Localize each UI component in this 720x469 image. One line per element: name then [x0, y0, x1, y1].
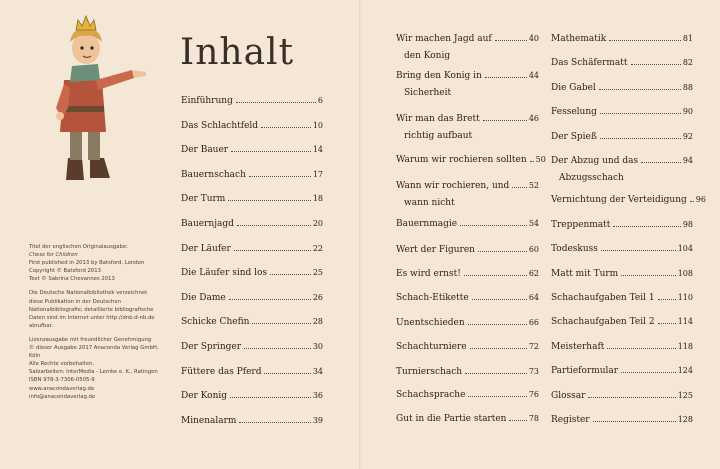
imprint-license	[29, 336, 169, 401]
toc-leader-dots	[485, 77, 527, 78]
toc-leader-dots	[631, 64, 681, 65]
toc-page-number: 66	[528, 318, 539, 327]
toc-entry	[181, 388, 323, 405]
toc-entry	[396, 266, 539, 283]
toc-entry	[181, 290, 323, 307]
toc-entry	[551, 55, 693, 72]
toc-page-number: 78	[528, 414, 539, 423]
toc-entry-title: Schachsprache	[396, 390, 466, 400]
imprint-line: Chess for Children	[29, 252, 78, 259]
imprint-line: abrufbar.	[29, 322, 53, 329]
toc-leader-dots	[690, 201, 694, 202]
toc-page-number: 76	[528, 390, 539, 399]
toc-leader-dots	[465, 373, 527, 374]
knight-illustration	[50, 8, 150, 184]
toc-entry-title: Bring den Konig in	[396, 71, 482, 81]
toc-page-number: 88	[682, 82, 693, 92]
toc-leader-dots	[252, 323, 310, 324]
toc-entry	[181, 93, 323, 110]
toc-entry	[181, 364, 323, 381]
toc-entry	[396, 290, 539, 307]
toc-entry-title: Der Läufer	[181, 243, 231, 254]
toc-leader-dots	[478, 251, 527, 252]
toc-page-number: 64	[528, 293, 539, 302]
toc-entry-title: Wir man das Brett	[396, 114, 480, 124]
imprint-line: diese Publikation in der Deutschen	[29, 298, 122, 305]
toc-page-number: 40	[528, 34, 539, 43]
toc-page-number: 36	[312, 391, 323, 401]
toc-entry-title: Fesselung	[551, 107, 597, 118]
toc-entry-title: Partieformular	[551, 366, 619, 377]
toc-leader-dots	[609, 40, 681, 41]
toc-entry-title: Treppenmatt	[551, 219, 611, 230]
page-title: Inhalt	[180, 32, 295, 73]
toc-leader-dots	[512, 187, 527, 188]
toc-entry-title: Das Schäfermatt	[551, 58, 628, 69]
toc-entry-title: Wir machen Jagd auf	[396, 34, 492, 44]
toc-leader-dots	[495, 40, 527, 41]
toc-leader-dots	[228, 200, 310, 201]
toc-page-number: 73	[528, 367, 539, 376]
toc-leader-dots	[600, 138, 681, 139]
toc-entry-title: Meisterhaft	[551, 341, 605, 352]
toc-entry	[396, 178, 539, 212]
toc-entry-title: Unentschieden	[396, 318, 465, 328]
toc-leader-dots	[593, 421, 676, 422]
toc-entry-title: Schicke Chefin	[181, 317, 250, 328]
toc-page-number: 46	[528, 114, 539, 123]
imprint-line: Daten sind im Internet unter http://dnb.d-nb.de	[29, 314, 155, 321]
toc-page-number: 50	[535, 155, 546, 164]
toc-entry-title-cont: richtig aufbaut	[404, 131, 473, 141]
toc-page-number: 81	[682, 34, 693, 43]
toc-entry	[181, 314, 323, 331]
imprint-line: Köln	[29, 353, 41, 360]
toc-leader-dots	[460, 225, 527, 226]
toc-entry-title: Schachaufgaben Teil 1	[551, 293, 655, 303]
imprint-line: Copyright © Batsford 2013	[29, 268, 101, 275]
toc-entry	[551, 339, 693, 356]
toc-page-number: 118	[677, 341, 693, 351]
toc-entry	[551, 104, 693, 121]
imprint-line: info@anacondaverlag.de	[29, 393, 96, 400]
toc-entry-title: Die Läufer sind los	[181, 268, 268, 279]
toc-page-number: 114	[677, 317, 693, 327]
toc-leader-dots	[600, 113, 681, 114]
toc-entry-title: Füttere das Pferd	[181, 366, 262, 377]
toc-entry-title: Bauernmagie	[396, 219, 458, 229]
toc-entry-title: Todeskuss	[551, 244, 598, 255]
toc-leader-dots	[468, 324, 527, 325]
imprint	[29, 243, 169, 407]
toc-page-number: 98	[682, 219, 693, 229]
toc-entry	[551, 266, 693, 283]
imprint-dnb	[29, 289, 169, 329]
toc-entry	[181, 167, 323, 184]
toc-leader-dots	[588, 397, 675, 398]
toc-leader-dots	[509, 420, 526, 421]
toc-leader-dots	[244, 348, 311, 349]
toc-page-number: 6	[317, 96, 323, 105]
toc-entry-title: Der Bauer	[181, 145, 229, 156]
toc-page-number: 28	[312, 317, 323, 327]
toc-entry-title: Schachaufgaben Teil 2	[551, 317, 655, 328]
toc-entry-title: Der Abzug und das	[551, 156, 639, 166]
toc-entry	[551, 31, 693, 48]
toc-leader-dots	[249, 176, 311, 177]
book-spine	[359, 0, 361, 469]
toc-leader-dots	[599, 89, 681, 90]
toc-page-number: 18	[312, 194, 323, 204]
imprint-line: Lizenzausgabe mit freundlicher Genehmigung	[29, 336, 152, 343]
toc-entry	[396, 339, 539, 356]
toc-leader-dots	[236, 102, 316, 103]
toc-entry-title: Minenalarm	[181, 415, 237, 426]
toc-page-number: 20	[312, 219, 323, 228]
toc-page-number: 14	[312, 145, 323, 155]
toc-leader-dots	[468, 396, 526, 397]
toc-leader-dots	[230, 397, 311, 398]
imprint-line: www.anacondaverlag.de	[29, 385, 95, 392]
toc-page-number: 92	[682, 131, 693, 141]
toc-leader-dots	[264, 373, 310, 374]
toc-page-number: 108	[677, 268, 693, 278]
toc-leader-dots	[237, 225, 311, 226]
imprint-original-edition	[29, 243, 169, 283]
toc-entry	[181, 216, 323, 233]
toc-entry-title: Der Springer	[181, 342, 241, 352]
toc-entry	[181, 413, 323, 430]
toc-entry	[181, 191, 323, 208]
toc-entry-title: Der Konig	[181, 391, 228, 402]
toc-entry-title: Bauernschach	[181, 169, 246, 180]
toc-entry-title: Register	[551, 415, 590, 425]
toc-entry	[396, 216, 539, 233]
toc-entry	[396, 315, 539, 332]
toc-entry-title: Schach-Etikette	[396, 293, 469, 303]
toc-entry-title: Mathematik	[551, 34, 607, 44]
toc-entry-title: Einführung	[181, 96, 233, 106]
toc-leader-dots	[530, 161, 534, 162]
toc-entry	[551, 363, 693, 380]
toc-entry	[396, 364, 539, 381]
toc-entry-title-cont: Abzugsschach	[559, 173, 624, 183]
toc-entry-title: Wert der Figuren	[396, 245, 475, 255]
toc-entry	[551, 129, 693, 146]
imprint-line: Die Deutsche Nationalbibliothek verzeichnet	[29, 290, 148, 297]
toc-page-number: 34	[312, 366, 323, 376]
toc-entry-title-cont: Sicherheit	[404, 88, 452, 98]
toc-entry	[396, 387, 539, 404]
toc-page-number: 96	[695, 195, 706, 205]
toc-entry	[181, 241, 323, 258]
toc-page-number: 125	[677, 390, 693, 400]
toc-page-number: 22	[312, 243, 323, 253]
toc-page-number: 128	[677, 415, 693, 424]
toc-entry	[396, 242, 539, 259]
toc-leader-dots	[270, 274, 311, 275]
toc-entry-title: Die Gabel	[551, 82, 596, 93]
toc-leader-dots	[658, 299, 676, 300]
toc-entry	[551, 412, 693, 429]
toc-entry	[181, 118, 323, 135]
toc-entry-title: Das Schlachtfeld	[181, 120, 259, 131]
toc-entry	[181, 339, 323, 356]
toc-entry	[396, 111, 539, 145]
toc-leader-dots	[621, 372, 676, 373]
toc-entry-title: Glossar	[551, 390, 586, 401]
toc-leader-dots	[483, 120, 527, 121]
toc-leader-dots	[601, 250, 676, 251]
toc-entry	[551, 388, 693, 405]
toc-entry-title: Vernichtung der Verteidigung	[551, 195, 687, 206]
toc-leader-dots	[231, 151, 311, 152]
toc-page-number: 26	[312, 292, 323, 302]
toc-page-number: 39	[312, 415, 323, 425]
toc-page-number: 17	[312, 169, 323, 179]
toc-page-number: 44	[528, 71, 539, 80]
toc-leader-dots	[472, 299, 527, 300]
toc-page-number: 10	[312, 120, 323, 130]
toc-leader-dots	[613, 226, 680, 227]
toc-leader-dots	[470, 348, 527, 349]
toc-entry-title: Matt mit Turm	[551, 268, 619, 279]
toc-entry	[551, 290, 693, 307]
imprint-line: ISBN 978-3-7306-0505-9	[29, 377, 95, 384]
toc-page-number: 124	[677, 366, 693, 376]
imprint-line: First published in 2013 by Batsford, London	[29, 260, 145, 267]
toc-page-number: 30	[312, 342, 323, 351]
toc-page-number: 94	[682, 156, 693, 165]
toc-entry-title: Es wird ernst!	[396, 269, 461, 279]
toc-entry-title-cont: wann nicht	[404, 198, 455, 208]
toc-page-number: 110	[677, 293, 693, 302]
toc-page-number: 90	[682, 107, 693, 117]
toc-leader-dots	[261, 127, 311, 128]
toc-entry	[551, 192, 706, 209]
toc-entry-title: Warum wir rochieren sollten	[396, 155, 527, 165]
imprint-line: Titel der englischen Originalausgabe:	[29, 244, 128, 250]
toc-leader-dots	[641, 162, 681, 163]
toc-leader-dots	[229, 299, 311, 300]
imprint-line: Nationalbibliografie; detaillierte bibliografische	[29, 306, 154, 313]
toc-page-number: 104	[677, 244, 693, 254]
toc-entry	[551, 80, 693, 97]
toc-leader-dots	[464, 275, 527, 276]
toc-entry-title: Bauernjagd	[181, 219, 234, 229]
toc-entry	[396, 31, 539, 65]
imprint-line: Text © Sabrina Chevannes 2013	[29, 276, 115, 283]
toc-entry	[551, 217, 693, 234]
toc-page-number: 25	[312, 268, 323, 278]
toc-page-number: 52	[528, 181, 539, 190]
toc-leader-dots	[658, 323, 676, 324]
toc-entry	[396, 68, 539, 102]
toc-entry-title: Der Spieß	[551, 131, 597, 142]
toc-leader-dots	[607, 348, 675, 349]
toc-entry-title: Gut in die Partie starten	[396, 414, 507, 424]
imprint-line: Satzarbeiten: InterMedia - Lemke e. K., Ratingen	[29, 369, 158, 376]
toc-entry-title: Der Turm	[181, 194, 226, 205]
imprint-line: Alle Rechte vorbehalten.	[29, 361, 95, 368]
toc-page-number: 62	[528, 269, 539, 278]
toc-leader-dots	[239, 422, 310, 423]
toc-entry-title: Turnierschach	[396, 367, 463, 377]
toc-page-number: 54	[528, 219, 539, 228]
toc-entry	[551, 241, 693, 258]
toc-page-number: 72	[528, 342, 539, 351]
toc-page-number: 60	[528, 245, 539, 254]
toc-entry	[551, 153, 693, 187]
imprint-line: © dieser Ausgabe 2017 Anaconda Verlag GmbH,	[29, 345, 159, 352]
toc-entry	[396, 411, 539, 428]
toc-entry-title-cont: den Konig	[404, 51, 451, 61]
toc-entry	[181, 265, 323, 282]
toc-leader-dots	[234, 250, 311, 251]
toc-page-number: 82	[682, 58, 693, 68]
toc-entry	[396, 152, 546, 169]
toc-entry-title: Schachturniere	[396, 342, 467, 352]
toc-leader-dots	[621, 275, 676, 276]
toc-entry-title: Die Dame	[181, 292, 226, 303]
toc-entry	[551, 314, 693, 331]
toc-entry-title: Wann wir rochieren, und	[396, 181, 510, 191]
toc-entry	[181, 142, 323, 159]
